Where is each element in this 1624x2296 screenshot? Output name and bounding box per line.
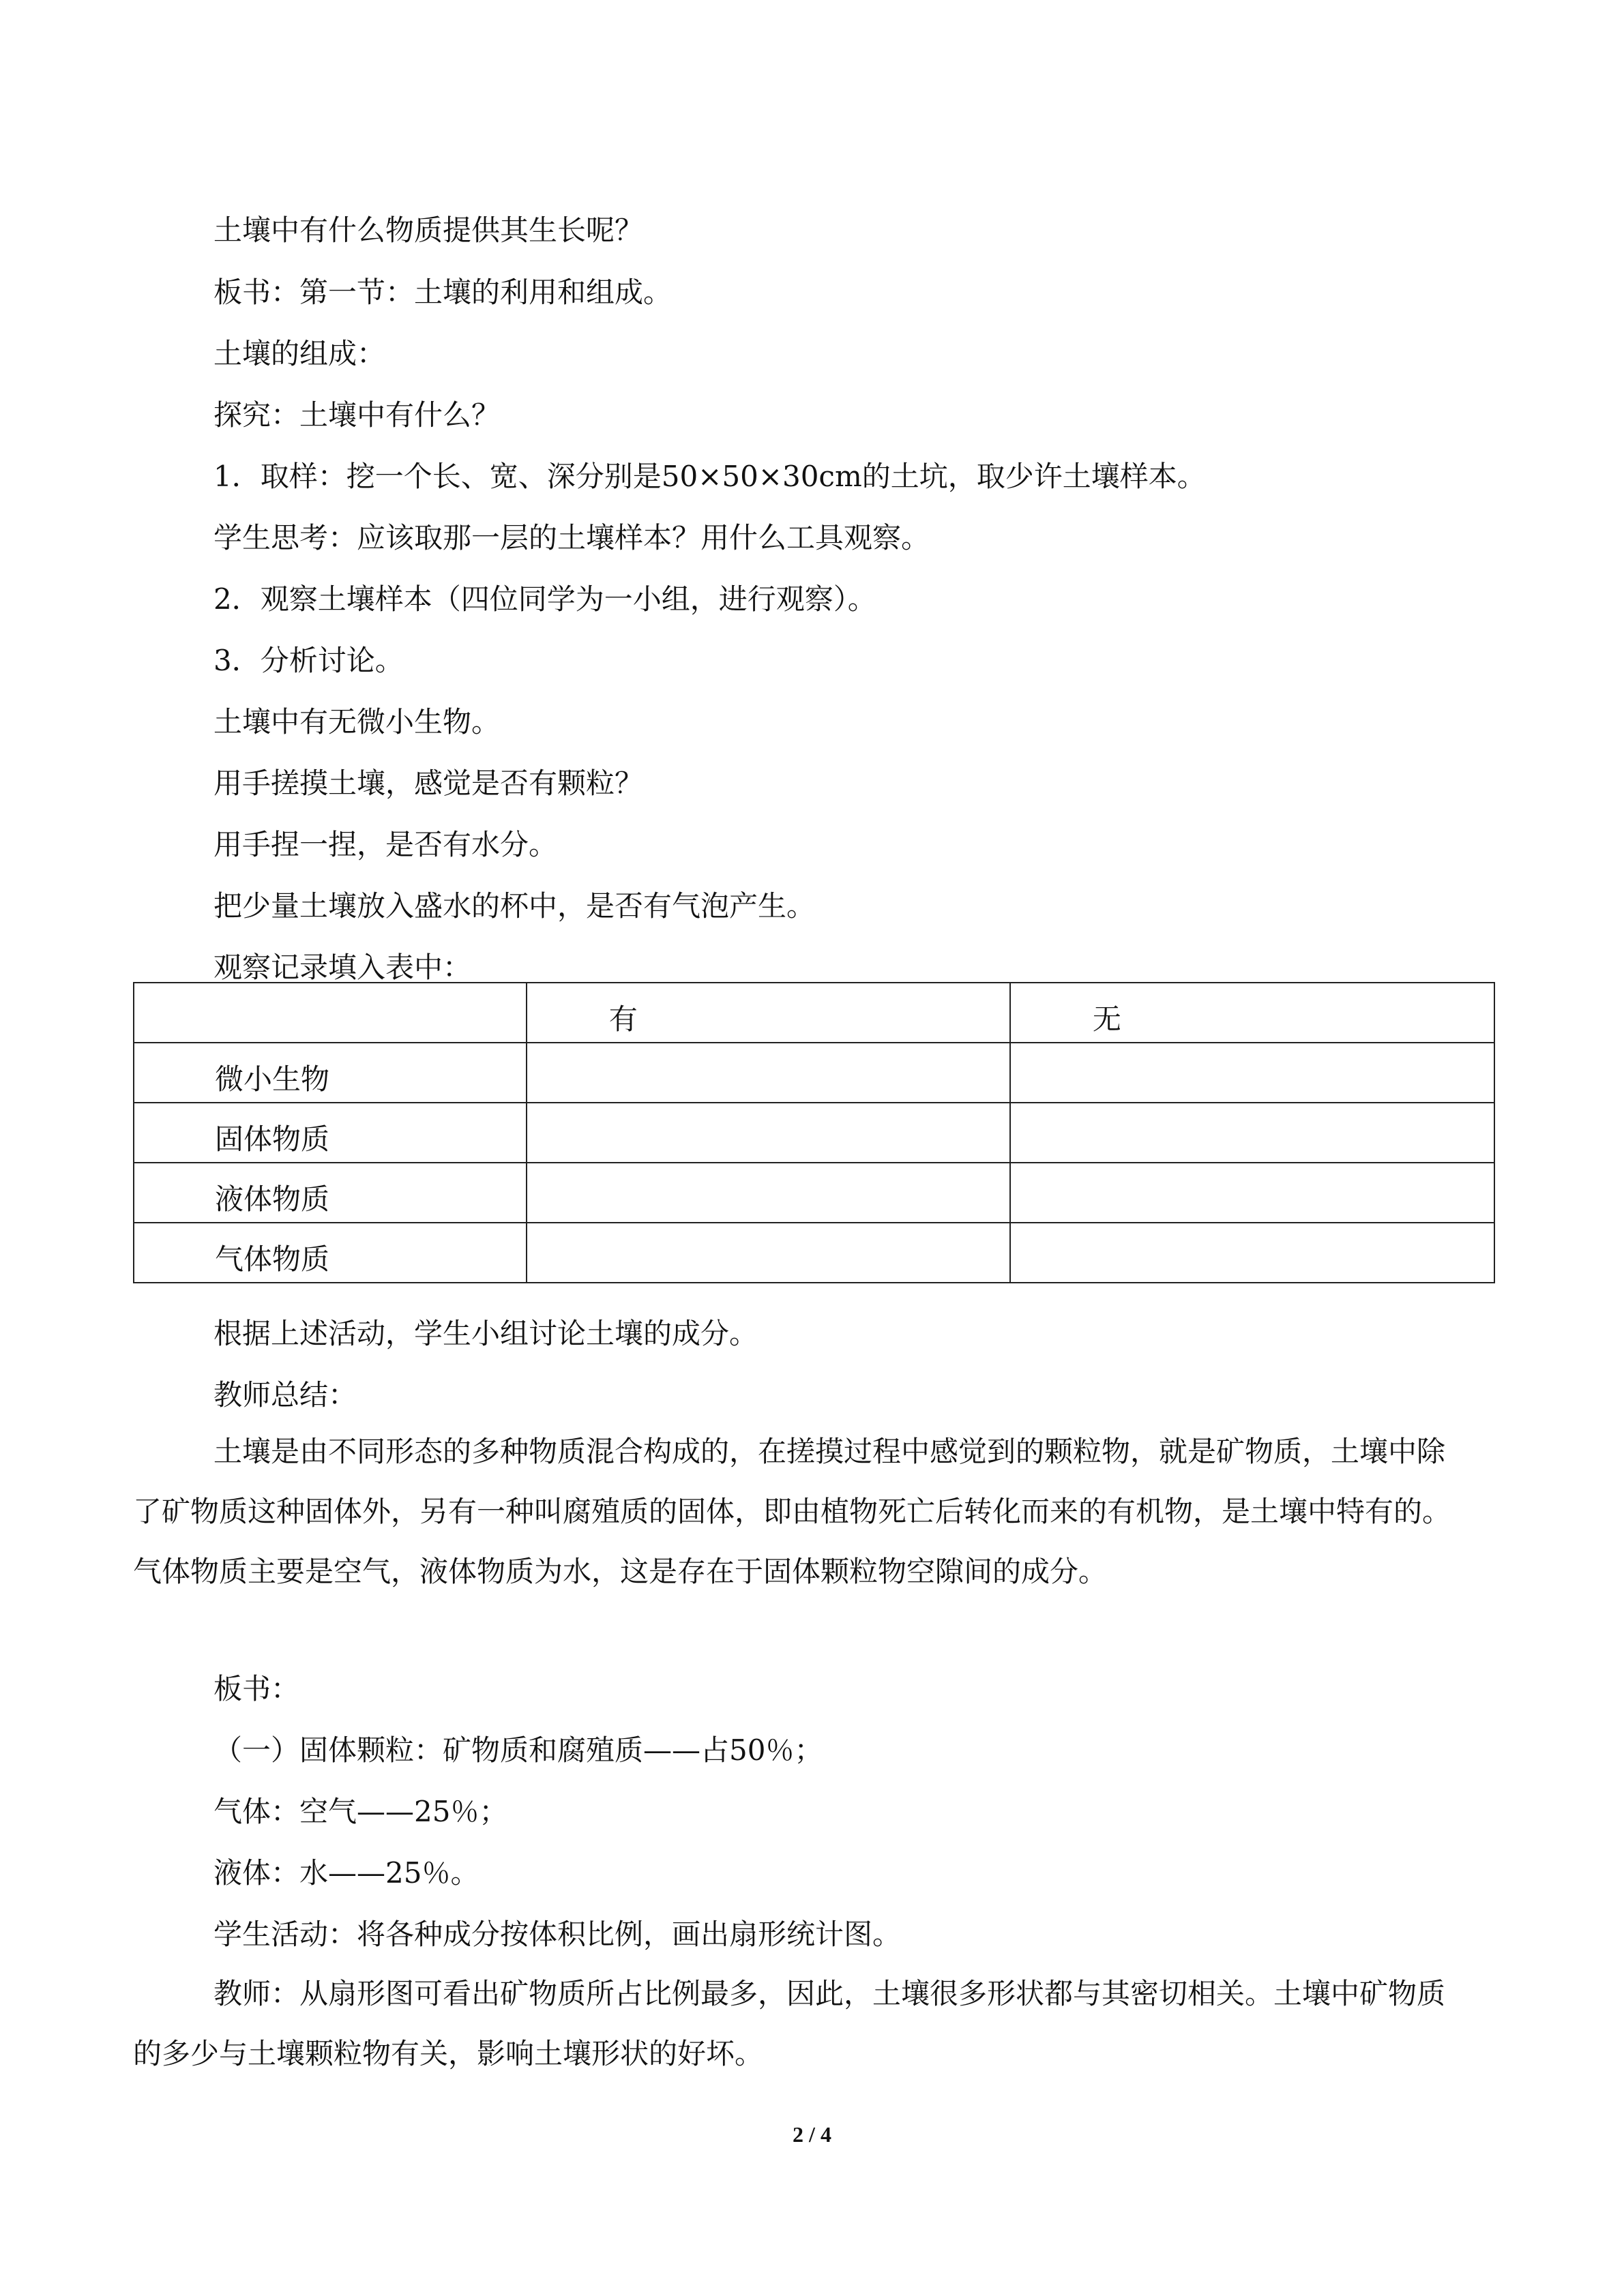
text-line-after-table-2: 教师总结： <box>213 1378 357 1412</box>
text-line-2: 板书：第一节：土壤的利用和组成。 <box>213 275 673 309</box>
board-line-5: 学生活动：将各种成分按体积比例，画出扇形统计图。 <box>213 1918 902 1951</box>
text-line-13: 观察记录填入表中： <box>213 951 472 984</box>
summary-paragraph: 土壤是由不同形态的多种物质混合构成的，在搓摸过程中感觉到的颗粒物，就是矿物质，土壤中除了矿物质这种固体外，另有一种叫腐殖质的固体，即由植物死亡后转化而来的有机物，是土壤中特有的。气体物质主要是空气，液体物质为水，这是存在于固体颗粒物空隙间的成分。 <box>133 1435 1451 1588</box>
row-label-cell: 微小生物 <box>134 1043 527 1103</box>
text-line-8: 3．分析讨论。 <box>213 644 404 677</box>
board-line-1: 板书： <box>213 1672 300 1705</box>
observation-table <box>133 982 1495 1283</box>
text-line-1: 土壤中有什么物质提供其生长呢？ <box>213 213 644 247</box>
row-label-cell: 固体物质 <box>134 1103 527 1163</box>
table-cell <box>1010 1163 1494 1223</box>
row-label-cell: 液体物质 <box>134 1163 527 1223</box>
text-line-after-table-1: 根据上述活动，学生小组讨论土壤的成分。 <box>213 1317 758 1350</box>
board-line-4: 液体：水——25％。 <box>213 1856 479 1890</box>
table-header-cell <box>527 983 1010 1043</box>
table-cell <box>1010 1103 1494 1163</box>
text-line-9: 土壤中有无微小生物。 <box>213 705 501 739</box>
column-header-wu: 无 <box>1092 1002 1121 1036</box>
table-cell <box>527 1103 1010 1163</box>
text-line-11: 用手捏一捏，是否有水分。 <box>213 828 558 861</box>
table-header-cell <box>1010 983 1494 1043</box>
table-cell <box>1010 1043 1494 1103</box>
table-header-cell <box>134 983 527 1043</box>
text-line-6: 学生思考：应该取那一层的土壤样本？用什么工具观察。 <box>213 521 930 554</box>
board-line-2: （一）固体颗粒：矿物质和腐殖质——占50％； <box>213 1733 823 1767</box>
text-line-7: 2．观察土壤样本（四位同学为一小组，进行观察）。 <box>213 582 876 616</box>
table-row <box>134 1103 1494 1163</box>
table-cell <box>1010 1223 1494 1283</box>
closing-paragraph: 教师：从扇形图可看出矿物质所占比例最多，因此，土壤很多形状都与其密切相关。土壤中矿物质的多少与土壤颗粒物有关，影响土壤形状的好坏。 <box>133 1977 1446 2070</box>
table-row <box>134 1043 1494 1103</box>
board-line-3: 气体：空气——25％； <box>213 1795 508 1828</box>
table-row <box>134 1163 1494 1223</box>
row-label-cell: 气体物质 <box>134 1223 527 1283</box>
table-row <box>134 1223 1494 1283</box>
text-line-3: 土壤的组成： <box>213 337 386 370</box>
text-line-5: 1．取样：挖一个长、宽、深分别是50×50×30cm的土坑，取少许土壤样本。 <box>213 460 1206 493</box>
column-header-you: 有 <box>608 1002 638 1036</box>
text-line-10: 用手搓摸土壤，感觉是否有颗粒？ <box>213 766 644 800</box>
table-cell <box>527 1163 1010 1223</box>
text-line-12: 把少量土壤放入盛水的杯中，是否有气泡产生。 <box>213 889 816 923</box>
table-header-row <box>134 983 1494 1043</box>
text-line-4: 探究：土壤中有什么？ <box>213 398 501 432</box>
table-cell <box>527 1223 1010 1283</box>
table-cell <box>527 1043 1010 1103</box>
page-number: 2 / 4 <box>793 2122 831 2147</box>
